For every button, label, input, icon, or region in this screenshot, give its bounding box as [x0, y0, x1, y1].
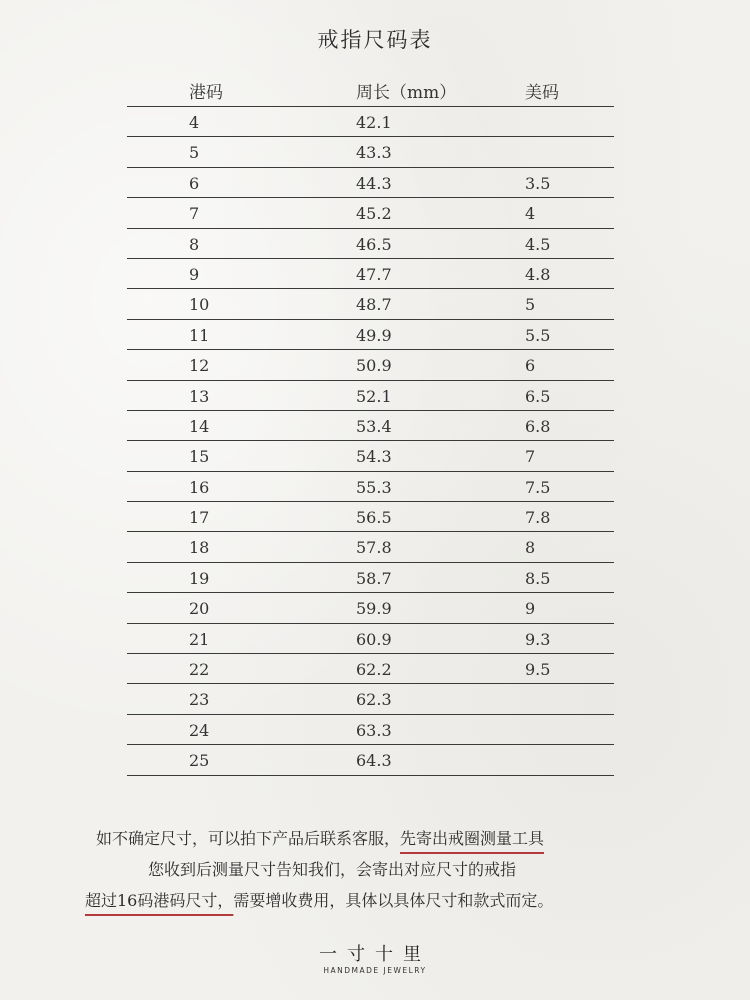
cell-hk-size: 16	[189, 477, 210, 497]
cell-hk-size: 8	[189, 234, 200, 254]
header-circumference: 周长（mm）	[356, 83, 457, 103]
cell-us-size: 6.5	[525, 386, 551, 406]
cell-us-size: 3.5	[525, 173, 551, 193]
table-row	[127, 411, 614, 441]
cell-circumference: 54.3	[356, 447, 392, 467]
table-row	[127, 563, 614, 593]
table-row	[127, 593, 614, 623]
table-row	[127, 137, 614, 167]
table-row	[127, 745, 614, 775]
cell-us-size: 5	[525, 295, 536, 315]
cell-hk-size: 14	[189, 416, 210, 436]
cell-us-size: 4.5	[525, 234, 551, 254]
cell-us-size: 5.5	[525, 325, 551, 345]
cell-us-size: 7	[525, 447, 536, 467]
table-row	[127, 107, 614, 137]
cell-hk-size: 5	[189, 143, 200, 163]
table-row	[127, 289, 614, 319]
cell-circumference: 48.7	[356, 295, 392, 315]
note-line-2-text: 您收到后测量尺寸告知我们，会寄出对应尺寸的戒指	[148, 860, 517, 879]
cell-circumference: 64.3	[356, 751, 392, 771]
cell-hk-size: 12	[189, 356, 210, 376]
cell-us-size: 8.5	[525, 568, 551, 588]
cell-circumference: 42.1	[356, 113, 392, 132]
cell-hk-size: 19	[189, 568, 210, 588]
cell-hk-size: 17	[189, 508, 210, 528]
cell-circumference: 53.4	[356, 416, 392, 436]
cell-hk-size: 6	[189, 173, 200, 193]
cell-circumference: 62.3	[356, 690, 392, 710]
cell-us-size: 9.3	[525, 629, 551, 649]
table-row	[127, 259, 614, 289]
cell-hk-size: 22	[189, 660, 210, 680]
table-row	[127, 198, 614, 228]
cell-us-size: 6.8	[525, 416, 551, 436]
table-row	[127, 472, 614, 502]
header-us-size: 美码	[525, 83, 559, 103]
cell-hk-size: 24	[189, 720, 210, 740]
cell-us-size: 9.5	[525, 660, 551, 680]
cell-hk-size: 15	[189, 447, 210, 467]
cell-us-size: 7.8	[525, 508, 551, 528]
cell-circumference: 45.2	[356, 204, 392, 224]
cell-circumference: 50.9	[356, 356, 392, 376]
cell-circumference: 55.3	[356, 477, 392, 497]
cell-circumference: 62.2	[356, 660, 392, 680]
cell-circumference: 49.9	[356, 325, 392, 345]
cell-hk-size: 23	[189, 690, 210, 710]
table-row	[127, 350, 614, 380]
brand-subtitle: HANDMADE JEWELRY	[323, 966, 427, 975]
cell-us-size: 4.8	[525, 264, 551, 284]
cell-circumference: 58.7	[356, 568, 392, 588]
cell-circumference: 52.1	[356, 386, 392, 406]
cell-us-size: 7.5	[525, 477, 551, 497]
cell-hk-size: 21	[189, 629, 210, 649]
table-row	[127, 715, 614, 745]
cell-circumference: 47.7	[356, 264, 392, 284]
cell-hk-size: 18	[189, 538, 210, 558]
table-row	[127, 502, 614, 532]
table-row	[127, 441, 614, 471]
cell-circumference: 44.3	[356, 173, 392, 193]
cell-hk-size: 4	[189, 113, 200, 132]
cell-hk-size: 9	[189, 264, 200, 284]
table-row	[127, 654, 614, 684]
table-header	[127, 70, 614, 107]
ring-size-table	[127, 70, 614, 776]
cell-hk-size: 7	[189, 204, 200, 224]
cell-hk-size: 11	[189, 325, 210, 345]
table-row	[127, 684, 614, 714]
table-row	[127, 320, 614, 350]
cell-us-size: 9	[525, 599, 536, 619]
page-title: 戒指尺码表	[317, 28, 433, 52]
cell-circumference: 63.3	[356, 720, 392, 740]
table-row	[127, 168, 614, 198]
cell-circumference: 59.9	[356, 599, 392, 619]
cell-us-size: 6	[525, 356, 536, 376]
note-line-3-highlight: 超过16码港码尺寸，	[85, 891, 234, 910]
cell-circumference: 46.5	[356, 234, 392, 254]
cell-us-size: 4	[525, 204, 536, 224]
cell-circumference: 43.3	[356, 143, 392, 163]
cell-hk-size: 10	[189, 295, 210, 315]
brand-logo: 一寸十里	[319, 944, 431, 965]
table-row	[127, 532, 614, 562]
note-line-1-text: 如不确定尺寸，可以拍下产品后联系客服，	[96, 829, 401, 848]
cell-hk-size: 13	[189, 386, 210, 406]
table-row	[127, 229, 614, 259]
table-row	[127, 381, 614, 411]
cell-circumference: 56.5	[356, 508, 392, 528]
cell-hk-size: 25	[189, 751, 210, 771]
table-row	[127, 624, 614, 654]
cell-us-size: 8	[525, 538, 536, 558]
note-line-3-text: 需要增收费用，具体以具体尺寸和款式而定。	[233, 891, 554, 910]
header-hk-size: 港码	[189, 83, 223, 103]
table-body	[127, 107, 614, 776]
cell-circumference: 60.9	[356, 629, 392, 649]
note-line-1-highlight: 先寄出戒圈测量工具	[400, 829, 545, 848]
cell-circumference: 57.8	[356, 538, 392, 558]
cell-hk-size: 20	[189, 599, 210, 619]
